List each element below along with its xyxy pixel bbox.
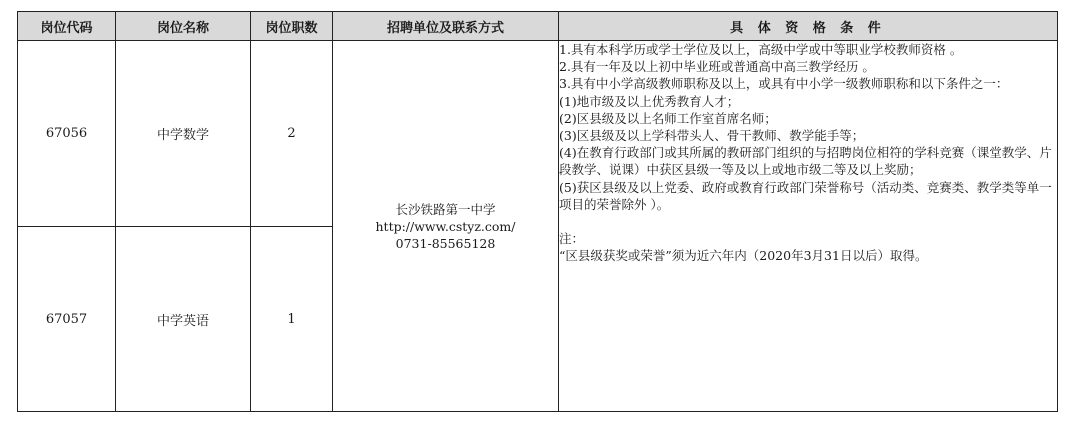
requirement-item: (3)区县级及以上学科带头人、骨干教师、教学能手等；	[559, 128, 865, 144]
header-row	[18, 12, 1058, 41]
requirements-list	[559, 41, 1057, 213]
position-code: 67056	[18, 41, 116, 227]
requirement-item: (2)区县级及以上名师工作室首席名师；	[559, 110, 777, 126]
requirement-item: 3.具有中小学高级教师职称及以上，或具有中小学一级教师职称和以下条件之一：	[559, 76, 1009, 92]
unit-name: 长沙铁路第一中学	[395, 201, 496, 217]
position-code: 67057	[18, 227, 116, 412]
position-name: 中学数学	[116, 41, 251, 227]
table-row	[18, 41, 1058, 227]
requirements-cell	[559, 41, 1058, 412]
note-text: “区县级获奖或荣誉”须为近六年内（2020年3月31日以后）取得。	[559, 248, 928, 264]
position-count: 2	[251, 41, 333, 227]
requirement-item: (4)在教育行政部门或其所属的教研部门组织的与招聘岗位相符的学科竞赛（课堂教学、片段教学、说课）中获区县级一等及以上或地市级二等及以上奖励；	[559, 145, 1052, 178]
note-label: 注：	[559, 231, 585, 247]
position-count: 1	[251, 227, 333, 412]
header-unit: 招聘单位及联系方式	[333, 12, 559, 41]
unit-phone: 0731-85565128	[395, 235, 496, 251]
requirement-item: 2.具有一年及以上初中毕业班或普通高中高三教学经历 。	[559, 59, 875, 75]
header-requirements: 具 体 资 格 条 件	[559, 12, 1058, 41]
header-name: 岗位名称	[116, 12, 251, 41]
recruitment-table	[17, 11, 1058, 412]
requirement-item: (5)获区县级及以上党委、政府或教育行政部门荣誉称号（活动类、竞赛类、教学类等单一项目的荣誉除外 ）。	[559, 179, 1052, 212]
requirement-item: 1.具有本科学历或学士学位及以上，高级中学或中等职业学校教师资格 。	[559, 42, 963, 57]
header-count: 岗位职数	[251, 12, 333, 41]
unit-contact-cell	[333, 41, 559, 412]
requirement-item: (1)地市级及以上优秀教育人才；	[559, 93, 740, 109]
header-code: 岗位代码	[18, 12, 116, 41]
position-name: 中学英语	[116, 227, 251, 412]
unit-url: http://www.cstyz.com/	[375, 218, 516, 234]
